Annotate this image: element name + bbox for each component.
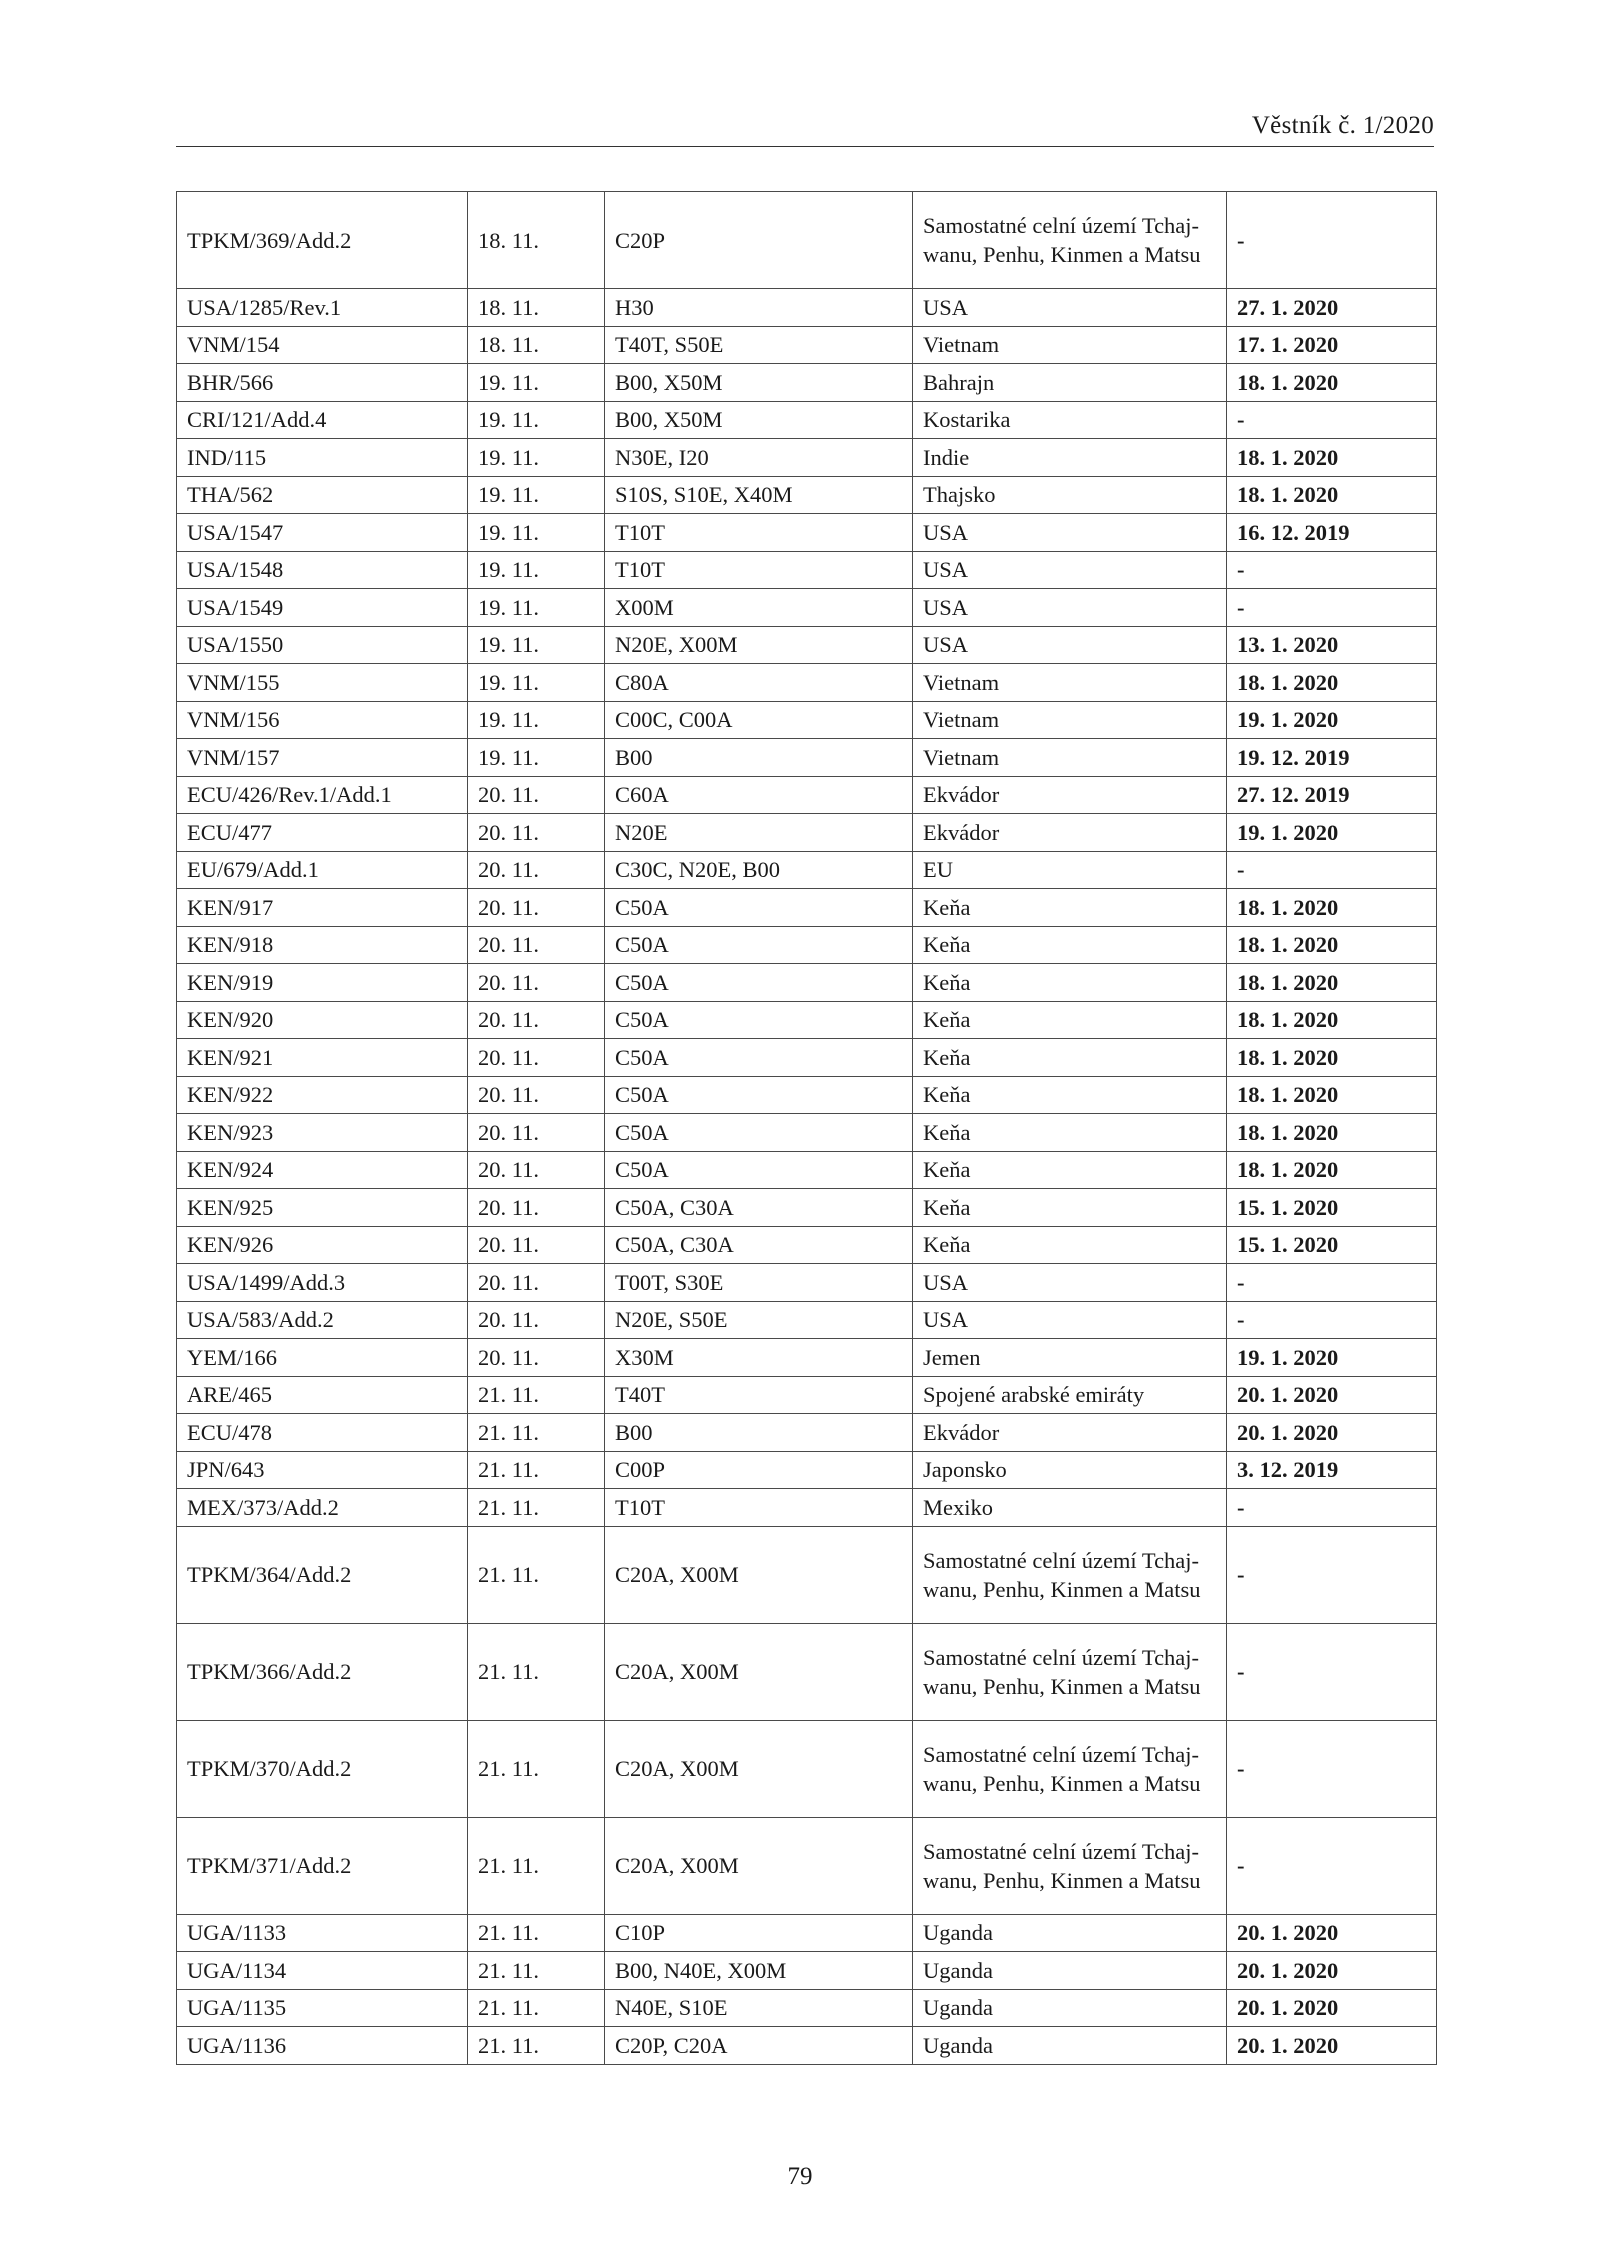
deadline-cell: 18. 1. 2020	[1227, 364, 1437, 402]
table-row	[177, 2027, 1437, 2065]
date-cell: 19. 11.	[468, 476, 605, 514]
reference-cell: VNM/157	[177, 739, 468, 777]
reference-cell: USA/583/Add.2	[177, 1301, 468, 1339]
country-cell: USA	[913, 626, 1227, 664]
codes-cell: C50A	[605, 1114, 913, 1152]
date-cell: 20. 11.	[468, 1114, 605, 1152]
country-cell: Thajsko	[913, 476, 1227, 514]
codes-cell: C50A	[605, 964, 913, 1002]
country-cell: Ekvádor	[913, 776, 1227, 814]
date-cell: 19. 11.	[468, 439, 605, 477]
deadline-cell: 18. 1. 2020	[1227, 1151, 1437, 1189]
table-row	[177, 326, 1437, 364]
date-cell: 19. 11.	[468, 551, 605, 589]
codes-cell: B00, N40E, X00M	[605, 1952, 913, 1990]
date-cell: 20. 11.	[468, 1339, 605, 1377]
country-cell: Samostatné celní území Tchaj-wanu, Penhu, Kinmen a Matsu	[913, 1526, 1227, 1623]
codes-cell: N20E	[605, 814, 913, 852]
country-cell: Uganda	[913, 1989, 1227, 2027]
deadline-cell: 18. 1. 2020	[1227, 926, 1437, 964]
date-cell: 21. 11.	[468, 1720, 605, 1817]
table-row	[177, 739, 1437, 777]
codes-cell: N20E, X00M	[605, 626, 913, 664]
date-cell: 21. 11.	[468, 1952, 605, 1990]
reference-cell: TPKM/371/Add.2	[177, 1817, 468, 1914]
table-row	[177, 514, 1437, 552]
date-cell: 20. 11.	[468, 1189, 605, 1227]
codes-cell: C00C, C00A	[605, 701, 913, 739]
deadline-cell: -	[1227, 851, 1437, 889]
reference-cell: ECU/477	[177, 814, 468, 852]
date-cell: 20. 11.	[468, 851, 605, 889]
codes-cell: C20P, C20A	[605, 2027, 913, 2065]
date-cell: 21. 11.	[468, 1989, 605, 2027]
country-cell: Uganda	[913, 1952, 1227, 1990]
reference-cell: ECU/478	[177, 1414, 468, 1452]
deadline-cell: 27. 1. 2020	[1227, 289, 1437, 327]
deadline-cell: 18. 1. 2020	[1227, 1114, 1437, 1152]
date-cell: 21. 11.	[468, 1914, 605, 1952]
reference-cell: EU/679/Add.1	[177, 851, 468, 889]
reference-cell: KEN/921	[177, 1039, 468, 1077]
codes-cell: C50A	[605, 889, 913, 927]
country-cell: Mexiko	[913, 1489, 1227, 1527]
reference-cell: KEN/924	[177, 1151, 468, 1189]
country-cell: Keňa	[913, 964, 1227, 1002]
reference-cell: KEN/919	[177, 964, 468, 1002]
date-cell: 20. 11.	[468, 1226, 605, 1264]
deadline-cell: -	[1227, 401, 1437, 439]
codes-cell: C80A	[605, 664, 913, 702]
country-cell: USA	[913, 289, 1227, 327]
deadline-cell: 17. 1. 2020	[1227, 326, 1437, 364]
country-cell: Vietnam	[913, 739, 1227, 777]
reference-cell: KEN/925	[177, 1189, 468, 1227]
deadline-cell: 18. 1. 2020	[1227, 1039, 1437, 1077]
reference-cell: UGA/1134	[177, 1952, 468, 1990]
country-cell: Samostatné celní území Tchaj-wanu, Penhu, Kinmen a Matsu	[913, 1623, 1227, 1720]
date-cell: 20. 11.	[468, 1039, 605, 1077]
country-cell: Samostatné celní území Tchaj-wanu, Penhu, Kinmen a Matsu	[913, 1720, 1227, 1817]
codes-cell: C50A	[605, 926, 913, 964]
deadline-cell: 20. 1. 2020	[1227, 1914, 1437, 1952]
reference-cell: KEN/917	[177, 889, 468, 927]
country-cell: USA	[913, 1301, 1227, 1339]
deadline-cell: 20. 1. 2020	[1227, 2027, 1437, 2065]
reference-cell: USA/1550	[177, 626, 468, 664]
country-cell: USA	[913, 589, 1227, 627]
codes-cell: B00, X50M	[605, 401, 913, 439]
codes-cell: T40T, S50E	[605, 326, 913, 364]
table-row	[177, 964, 1437, 1002]
codes-cell: C60A	[605, 776, 913, 814]
reference-cell: TPKM/366/Add.2	[177, 1623, 468, 1720]
notification-table	[176, 191, 1437, 2065]
table-row	[177, 401, 1437, 439]
table-row	[177, 1376, 1437, 1414]
codes-cell: C20A, X00M	[605, 1526, 913, 1623]
deadline-cell: 18. 1. 2020	[1227, 889, 1437, 927]
country-cell: Vietnam	[913, 664, 1227, 702]
deadline-cell: -	[1227, 1623, 1437, 1720]
reference-cell: USA/1548	[177, 551, 468, 589]
reference-cell: KEN/922	[177, 1076, 468, 1114]
reference-cell: TPKM/369/Add.2	[177, 192, 468, 289]
reference-cell: MEX/373/Add.2	[177, 1489, 468, 1527]
deadline-cell: -	[1227, 1264, 1437, 1302]
deadline-cell: -	[1227, 1301, 1437, 1339]
codes-cell: H30	[605, 289, 913, 327]
date-cell: 19. 11.	[468, 514, 605, 552]
date-cell: 18. 11.	[468, 326, 605, 364]
country-cell: USA	[913, 551, 1227, 589]
table-row	[177, 1001, 1437, 1039]
table-row	[177, 192, 1437, 289]
country-cell: Keňa	[913, 1114, 1227, 1152]
reference-cell: UGA/1133	[177, 1914, 468, 1952]
country-cell: Keňa	[913, 889, 1227, 927]
date-cell: 18. 11.	[468, 289, 605, 327]
deadline-cell: -	[1227, 1817, 1437, 1914]
header-title: Věstník č. 1/2020	[1251, 112, 1434, 139]
country-cell: Jemen	[913, 1339, 1227, 1377]
deadline-cell: 27. 12. 2019	[1227, 776, 1437, 814]
reference-cell: KEN/926	[177, 1226, 468, 1264]
table-row	[177, 476, 1437, 514]
table-row	[177, 1264, 1437, 1302]
table-row	[177, 1039, 1437, 1077]
table-row	[177, 1489, 1437, 1527]
deadline-cell: 19. 12. 2019	[1227, 739, 1437, 777]
table-row	[177, 664, 1437, 702]
date-cell: 21. 11.	[468, 1451, 605, 1489]
page-header	[176, 110, 1434, 147]
country-cell: Japonsko	[913, 1451, 1227, 1489]
deadline-cell: 18. 1. 2020	[1227, 1001, 1437, 1039]
codes-cell: C50A, C30A	[605, 1189, 913, 1227]
date-cell: 21. 11.	[468, 1489, 605, 1527]
table-row	[177, 776, 1437, 814]
date-cell: 20. 11.	[468, 964, 605, 1002]
deadline-cell: 13. 1. 2020	[1227, 626, 1437, 664]
date-cell: 20. 11.	[468, 1151, 605, 1189]
codes-cell: X00M	[605, 589, 913, 627]
deadline-cell: -	[1227, 1489, 1437, 1527]
deadline-cell: -	[1227, 1526, 1437, 1623]
deadline-cell: 18. 1. 2020	[1227, 439, 1437, 477]
deadline-cell: 18. 1. 2020	[1227, 1076, 1437, 1114]
codes-cell: X30M	[605, 1339, 913, 1377]
codes-cell: C20A, X00M	[605, 1623, 913, 1720]
deadline-cell: 19. 1. 2020	[1227, 1339, 1437, 1377]
table-row	[177, 589, 1437, 627]
country-cell: Uganda	[913, 1914, 1227, 1952]
codes-cell: C20P	[605, 192, 913, 289]
date-cell: 20. 11.	[468, 776, 605, 814]
date-cell: 18. 11.	[468, 192, 605, 289]
reference-cell: THA/562	[177, 476, 468, 514]
country-cell: Keňa	[913, 1226, 1227, 1264]
deadline-cell: 20. 1. 2020	[1227, 1952, 1437, 1990]
country-cell: Ekvádor	[913, 814, 1227, 852]
codes-cell: C10P	[605, 1914, 913, 1952]
table-row	[177, 814, 1437, 852]
reference-cell: CRI/121/Add.4	[177, 401, 468, 439]
codes-cell: C20A, X00M	[605, 1817, 913, 1914]
table-row	[177, 626, 1437, 664]
reference-cell: USA/1499/Add.3	[177, 1264, 468, 1302]
codes-cell: T40T	[605, 1376, 913, 1414]
country-cell: Keňa	[913, 1151, 1227, 1189]
table-row	[177, 1914, 1437, 1952]
codes-cell: N30E, I20	[605, 439, 913, 477]
country-cell: Keňa	[913, 1189, 1227, 1227]
date-cell: 19. 11.	[468, 739, 605, 777]
codes-cell: C30C, N20E, B00	[605, 851, 913, 889]
deadline-cell: 18. 1. 2020	[1227, 664, 1437, 702]
deadline-cell: 20. 1. 2020	[1227, 1414, 1437, 1452]
codes-cell: C20A, X00M	[605, 1720, 913, 1817]
table-row	[177, 1189, 1437, 1227]
codes-cell: C50A, C30A	[605, 1226, 913, 1264]
date-cell: 21. 11.	[468, 1526, 605, 1623]
table-row	[177, 851, 1437, 889]
table-row	[177, 1526, 1437, 1623]
codes-cell: C50A	[605, 1076, 913, 1114]
country-cell: Ekvádor	[913, 1414, 1227, 1452]
deadline-cell: 20. 1. 2020	[1227, 1376, 1437, 1414]
reference-cell: TPKM/364/Add.2	[177, 1526, 468, 1623]
table-row	[177, 551, 1437, 589]
table-row	[177, 1339, 1437, 1377]
table-row	[177, 1623, 1437, 1720]
deadline-cell: -	[1227, 192, 1437, 289]
date-cell: 21. 11.	[468, 1414, 605, 1452]
country-cell: Keňa	[913, 1076, 1227, 1114]
table-row	[177, 1720, 1437, 1817]
date-cell: 20. 11.	[468, 1076, 605, 1114]
reference-cell: VNM/156	[177, 701, 468, 739]
date-cell: 21. 11.	[468, 2027, 605, 2065]
table-row	[177, 364, 1437, 402]
deadline-cell: 18. 1. 2020	[1227, 964, 1437, 1002]
codes-cell: C50A	[605, 1001, 913, 1039]
date-cell: 21. 11.	[468, 1817, 605, 1914]
reference-cell: KEN/920	[177, 1001, 468, 1039]
country-cell: Bahrajn	[913, 364, 1227, 402]
reference-cell: KEN/923	[177, 1114, 468, 1152]
date-cell: 19. 11.	[468, 626, 605, 664]
reference-cell: JPN/643	[177, 1451, 468, 1489]
country-cell: Vietnam	[913, 701, 1227, 739]
codes-cell: T10T	[605, 1489, 913, 1527]
codes-cell: S10S, S10E, X40M	[605, 476, 913, 514]
table-row	[177, 1226, 1437, 1264]
table-row	[177, 1817, 1437, 1914]
codes-cell: T10T	[605, 551, 913, 589]
table-row	[177, 1076, 1437, 1114]
country-cell: USA	[913, 514, 1227, 552]
country-cell: EU	[913, 851, 1227, 889]
date-cell: 19. 11.	[468, 364, 605, 402]
table-row	[177, 1151, 1437, 1189]
codes-cell: B00	[605, 1414, 913, 1452]
deadline-cell: 19. 1. 2020	[1227, 701, 1437, 739]
reference-cell: USA/1285/Rev.1	[177, 289, 468, 327]
date-cell: 19. 11.	[468, 664, 605, 702]
codes-cell: T10T	[605, 514, 913, 552]
reference-cell: ARE/465	[177, 1376, 468, 1414]
deadline-cell: 16. 12. 2019	[1227, 514, 1437, 552]
codes-cell: N40E, S10E	[605, 1989, 913, 2027]
reference-cell: UGA/1136	[177, 2027, 468, 2065]
date-cell: 19. 11.	[468, 401, 605, 439]
table-row	[177, 701, 1437, 739]
country-cell: Indie	[913, 439, 1227, 477]
table-row	[177, 1451, 1437, 1489]
codes-cell: B00	[605, 739, 913, 777]
table-row	[177, 1989, 1437, 2027]
reference-cell: BHR/566	[177, 364, 468, 402]
codes-cell: C00P	[605, 1451, 913, 1489]
reference-cell: YEM/166	[177, 1339, 468, 1377]
date-cell: 19. 11.	[468, 701, 605, 739]
country-cell: Samostatné celní území Tchaj-wanu, Penhu, Kinmen a Matsu	[913, 192, 1227, 289]
table-row	[177, 1414, 1437, 1452]
table-body	[177, 192, 1437, 2065]
country-cell: Samostatné celní území Tchaj-wanu, Penhu, Kinmen a Matsu	[913, 1817, 1227, 1914]
codes-cell: C50A	[605, 1039, 913, 1077]
country-cell: Kostarika	[913, 401, 1227, 439]
date-cell: 20. 11.	[468, 1264, 605, 1302]
date-cell: 20. 11.	[468, 814, 605, 852]
deadline-cell: -	[1227, 551, 1437, 589]
deadline-cell: 15. 1. 2020	[1227, 1226, 1437, 1264]
reference-cell: UGA/1135	[177, 1989, 468, 2027]
country-cell: Uganda	[913, 2027, 1227, 2065]
table-row	[177, 926, 1437, 964]
reference-cell: VNM/155	[177, 664, 468, 702]
date-cell: 20. 11.	[468, 926, 605, 964]
date-cell: 21. 11.	[468, 1376, 605, 1414]
codes-cell: B00, X50M	[605, 364, 913, 402]
country-cell: Spojené arabské emiráty	[913, 1376, 1227, 1414]
country-cell: Keňa	[913, 1001, 1227, 1039]
table-row	[177, 289, 1437, 327]
date-cell: 19. 11.	[468, 589, 605, 627]
date-cell: 20. 11.	[468, 1301, 605, 1339]
reference-cell: VNM/154	[177, 326, 468, 364]
deadline-cell: -	[1227, 1720, 1437, 1817]
reference-cell: USA/1549	[177, 589, 468, 627]
table-row	[177, 439, 1437, 477]
codes-cell: T00T, S30E	[605, 1264, 913, 1302]
country-cell: USA	[913, 1264, 1227, 1302]
country-cell: Keňa	[913, 926, 1227, 964]
deadline-cell: -	[1227, 589, 1437, 627]
codes-cell: N20E, S50E	[605, 1301, 913, 1339]
date-cell: 20. 11.	[468, 1001, 605, 1039]
reference-cell: USA/1547	[177, 514, 468, 552]
page-number: 79	[787, 2163, 813, 2190]
table-row	[177, 1114, 1437, 1152]
deadline-cell: 15. 1. 2020	[1227, 1189, 1437, 1227]
deadline-cell: 19. 1. 2020	[1227, 814, 1437, 852]
reference-cell: IND/115	[177, 439, 468, 477]
table-row	[177, 889, 1437, 927]
reference-cell: KEN/918	[177, 926, 468, 964]
reference-cell: ECU/426/Rev.1/Add.1	[177, 776, 468, 814]
date-cell: 21. 11.	[468, 1623, 605, 1720]
deadline-cell: 20. 1. 2020	[1227, 1989, 1437, 2027]
table-row	[177, 1952, 1437, 1990]
table-row	[177, 1301, 1437, 1339]
codes-cell: C50A	[605, 1151, 913, 1189]
country-cell: Keňa	[913, 1039, 1227, 1077]
country-cell: Vietnam	[913, 326, 1227, 364]
reference-cell: TPKM/370/Add.2	[177, 1720, 468, 1817]
deadline-cell: 3. 12. 2019	[1227, 1451, 1437, 1489]
date-cell: 20. 11.	[468, 889, 605, 927]
deadline-cell: 18. 1. 2020	[1227, 476, 1437, 514]
